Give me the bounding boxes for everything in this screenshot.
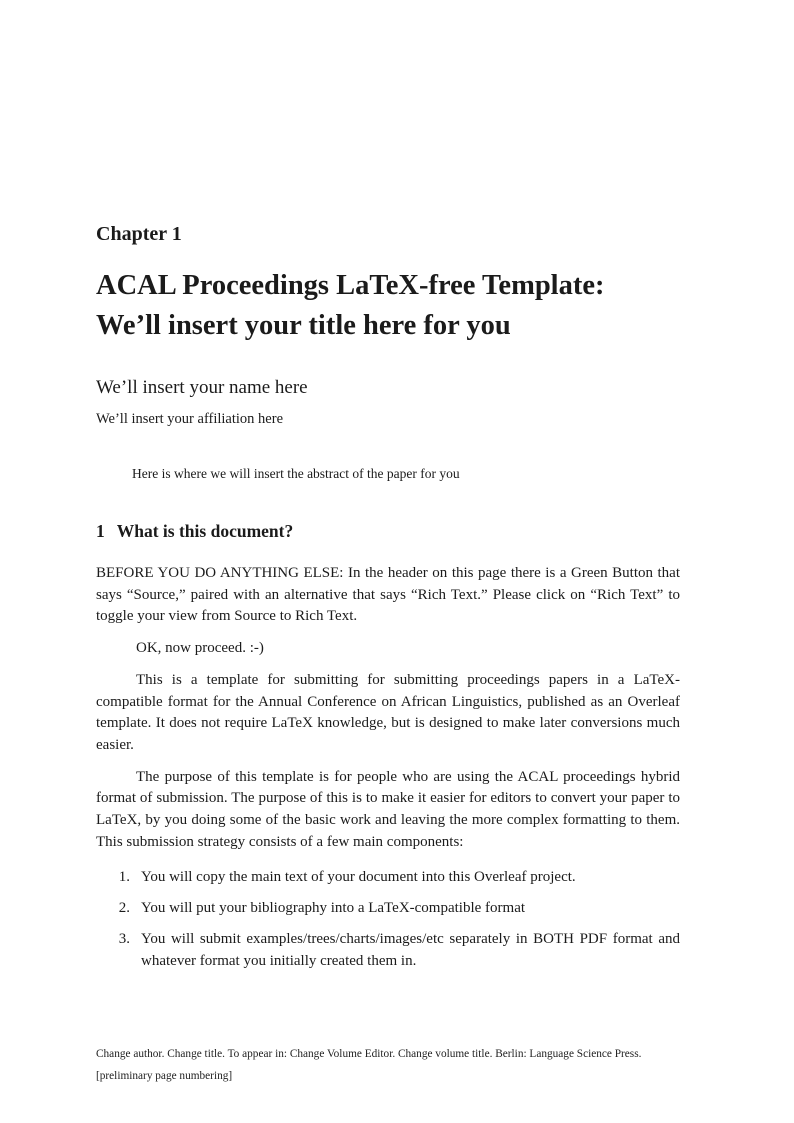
footer-citation: Change author. Change title. To appear in: Change Volume Editor. Change volume title. Berlin: Language Science Press. [preliminary page numbering] [96, 1048, 642, 1082]
list-item [96, 898, 680, 920]
section-title: What is this document? [116, 521, 294, 541]
author-name: We’ll insert your name here [96, 377, 308, 398]
list-item-text: You will put your bibliography into a LaTeX-compatible format [141, 900, 526, 917]
chapter-label: Chapter 1 [96, 223, 182, 245]
author-affiliation: We’ll insert your affiliation here [96, 411, 283, 427]
paragraph-ok-now-proceed: OK, now proceed. :-) [136, 640, 264, 657]
list-item-number: 3. [118, 930, 130, 947]
page-content [96, 0, 680, 972]
document-title-line-1: ACAL Proceedings LaTeX-free Template: [96, 270, 605, 301]
document-title [96, 266, 680, 346]
paragraph-before-you-do-anything: BEFORE YOU DO ANYTHING ELSE: In the header on this page there is a Green Button that says “Source,” paired with an alternative that says “Rich Text.” Please click on “Rich Text” to toggle your view from Source to Rich Text. [96, 565, 680, 625]
list-item-text: You will copy the main text of your document into this Overleaf project. [141, 869, 576, 886]
list-item-number: 2. [118, 900, 130, 917]
list-item [96, 867, 680, 889]
section-heading [96, 519, 680, 543]
abstract-text: Here is where we will insert the abstract of the paper for you [132, 466, 460, 481]
paragraph-this-is-a-template: This is a template for submitting for submitting proceedings papers in a LaTeX-compatible format for the Annual Conference on African Linguistics, published as an Overleaf template. It does not require LaTeX knowledge, but is designed to make later conversions much easier. [96, 671, 680, 753]
paragraph-purpose-of-template: The purpose of this template is for people who are using the ACAL proceedings hybrid format of submission. The purpose of this is to make it easier for editors to convert your paper to LaTeX, by you doing some of the basic work and leaving the more complex formatting to them. This submission strategy consists of a few main components: [96, 768, 680, 850]
section-number: 1 [96, 521, 105, 541]
list-item-number: 1. [118, 869, 130, 886]
list-item [96, 929, 680, 972]
numbered-list [96, 867, 680, 972]
list-item-text: You will submit examples/trees/charts/images/etc separately in BOTH PDF format and whatever format you initially created them in. [141, 930, 680, 969]
document-title-line-2: We’ll insert your title here for you [96, 310, 511, 341]
